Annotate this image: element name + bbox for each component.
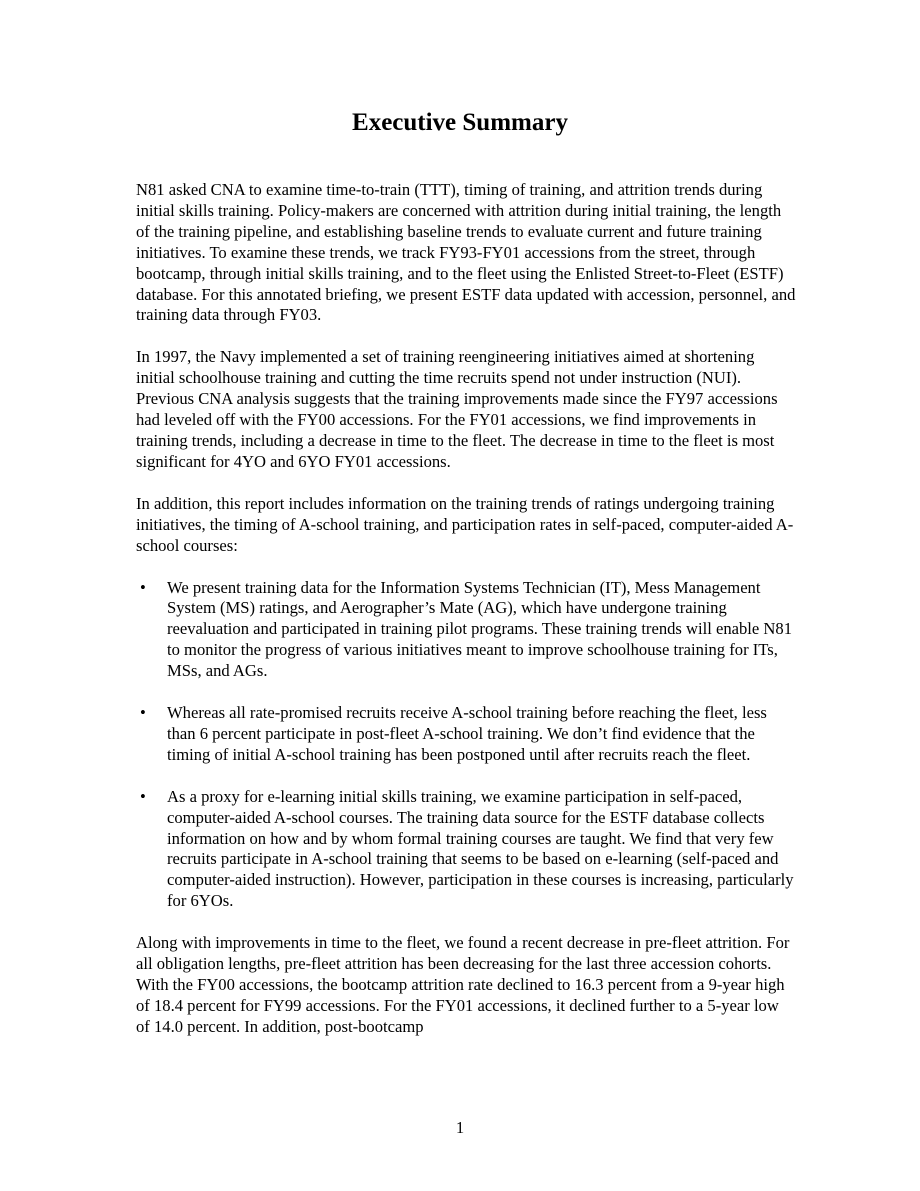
- bullet-text: We present training data for the Information Systems Technician (IT), Mess Management System (MS) ratings, and Aerographer’s Mate (AG), which have undergone training reevaluation and participated in training pilot programs. These training trends will enable N81 to monitor the progress of various initiatives meant to improve schoolhouse training for ITs, MSs, and AGs.: [167, 577, 793, 681]
- paragraph-2: In 1997, the Navy implemented a set of training reengineering initiatives aimed at shortening initial schoolhouse training and cutting the time recruits spend not under instruction (NUI). Previous CNA analysis suggests that the training improvements made since the FY97 accessions had leveled off with the FY00 accessions. For the FY01 accessions, we find improvements in training trends, including a decrease in time to the fleet. The decrease in time to the fleet is most significant for 4YO and 6YO FY01 accessions.: [136, 347, 778, 471]
- page-title: Executive Summary: [352, 109, 568, 136]
- bullet-icon: •: [140, 703, 146, 723]
- bullet-item-2: [136, 703, 796, 766]
- paragraph-1: N81 asked CNA to examine time-to-train (TTT), timing of training, and attrition trends during initial skills training. Policy-makers are concerned with attrition during initial training, the length of the training pipeline, and establishing baseline trends to evaluate current and future training initiatives. To examine these trends, we track FY93-FY01 accessions from the street, through bootcamp, through initial skills training, and to the fleet using the Enlisted Street-to-Fleet (ESTF) database. For this annotated briefing, we present ESTF data updated with accession, personnel, and training data through FY03.: [136, 180, 796, 325]
- paragraph-3: In addition, this report includes information on the training trends of ratings undergoing training initiatives, the timing of A-school training, and participation rates in self-paced, computer-aided A-school courses:: [136, 493, 794, 555]
- bullet-item-3: [136, 787, 796, 912]
- closing-paragraph: Along with improvements in time to the fleet, we found a recent decrease in pre-fleet attrition. For all obligation lengths, pre-fleet attrition has been decreasing for the last three accession cohorts. With the FY00 accessions, the bootcamp attrition rate declined to 16.3 percent from a 9-year high of 18.4 percent for FY99 accessions. For the FY01 accessions, it declined further to a 5-year low of 14.0 percent. In addition, post-bootcamp: [136, 933, 790, 1036]
- bullet-icon: •: [140, 577, 146, 597]
- page-number: 1: [455, 1118, 465, 1137]
- bullet-icon: •: [140, 786, 146, 806]
- bullet-text: Whereas all rate-promised recruits receive A-school training before reaching the fleet, less than 6 percent participate in post-fleet A-school training. We don’t find evidence that the timing of initial A-school training has been postponed until after recruits reach the fleet.: [167, 703, 767, 764]
- bullet-item-1: [136, 578, 796, 683]
- document-body: [136, 180, 796, 1059]
- bullet-list: [136, 578, 796, 913]
- bullet-text: As a proxy for e-learning initial skills training, we examine participation in self-paced, computer-aided A-school courses. The training data source for the ESTF database collects information on how and by whom formal training courses are taught. We find that very few recruits participate in A-school training that seems to be based on e-learning (self-paced and computer-aided instruction). However, participation in these courses is increasing, particularly for 6YOs.: [167, 786, 794, 911]
